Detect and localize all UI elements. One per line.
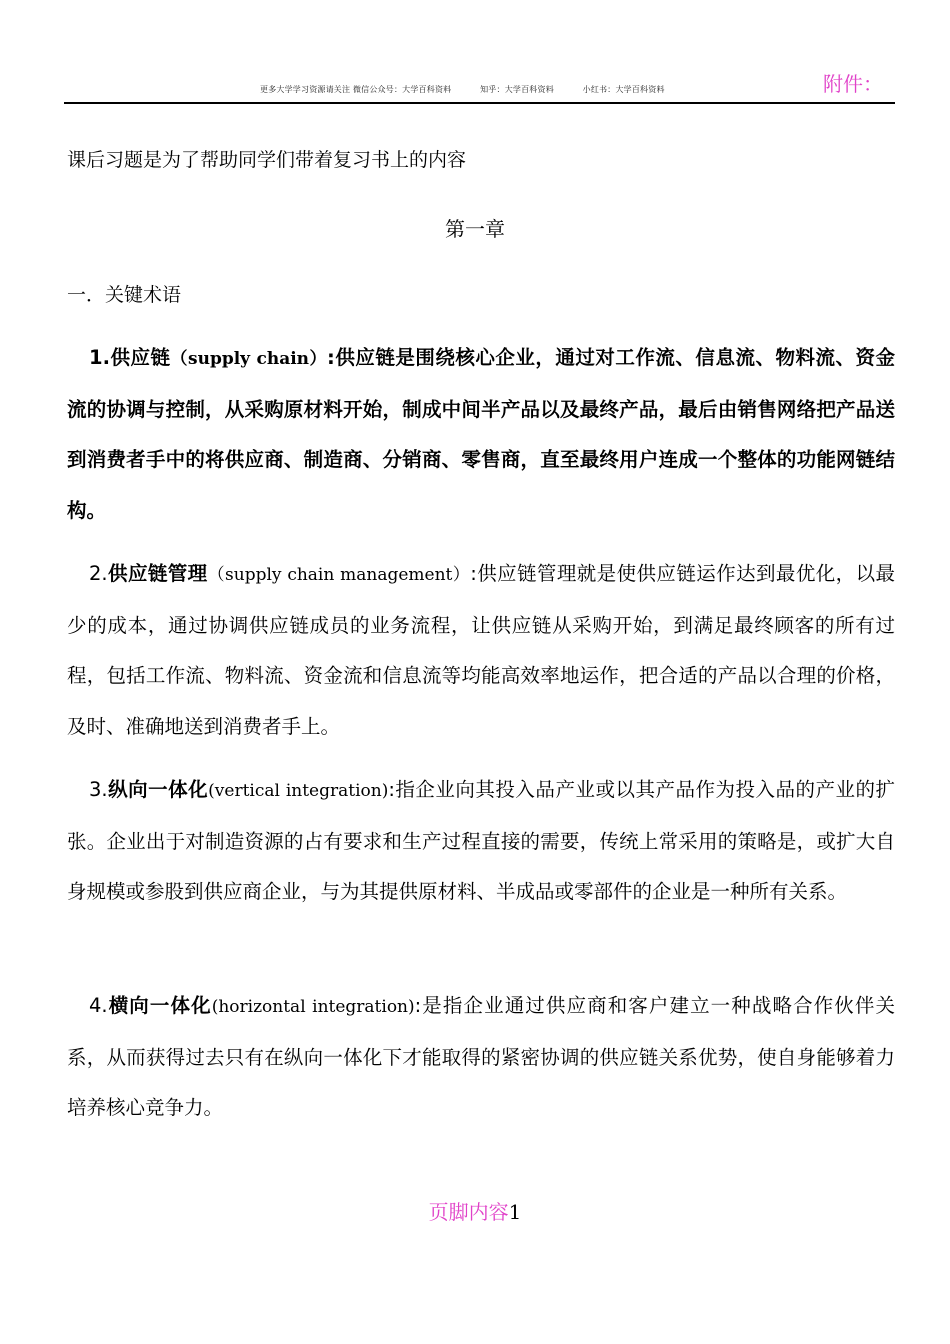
term-name: 纵向一体化: [107, 778, 209, 801]
page-header: [64, 64, 895, 104]
term-english: （supply chain）: [170, 349, 328, 369]
term-definition: :供应链是围绕核心企业，通过对工作流、信息流、物料流、资金流的协调与控制，从采购原材料开始，制成中间半产品以及最终产品，最后由销售网络把产品送到消费者手中的将供应商、制造商、分销商、零售商，直至最终用户连成一个整体的功能网链结构。: [67, 346, 895, 522]
term-paragraph: [67, 333, 895, 536]
page-footer: [0, 1196, 950, 1225]
term-paragraph: [67, 765, 895, 918]
term-english: （supply chain management）: [207, 565, 471, 585]
attachment-label: 附件：: [823, 72, 883, 96]
term-definition: :是指企业通过供应商和客户建立一种战略合作伙伴关系，从而获得过去只有在纵向一体化下才能取得的紧密协调的供应链关系优势，使自身能够着力培养核心竞争力。: [67, 994, 895, 1119]
intro-text: 课后习题是为了帮助同学们带着复习书上的内容: [67, 149, 467, 171]
header-info: [260, 84, 691, 95]
footer-label: 页脚内容: [428, 1200, 509, 1224]
term-number: 1.: [89, 346, 110, 369]
section-title: 一．关键术语: [67, 284, 182, 306]
term-definition: :供应链管理就是使供应链运作达到最优化，以最少的成本，通过协调供应链成员的业务流程，让供应链从采购开始，到满足最终顾客的所有过程，包括工作流、物料流、资金流和信息流等均能高效率地运作，把合适的产品以合理的价格，及时、准确地送到消费者手上。: [67, 562, 895, 738]
term-number: 2.: [89, 562, 108, 585]
chapter-title: 第一章: [445, 217, 505, 241]
term-number: 4.: [89, 994, 108, 1017]
header-zhihu-text: 知乎：大学百科资料: [480, 85, 554, 94]
term-english: (horizontal integration): [211, 997, 415, 1017]
term-english: (vertical integration): [208, 781, 389, 801]
term-number: 3.: [89, 778, 108, 801]
term-name: 供应链管理: [107, 562, 208, 585]
term-name: 供应链: [109, 346, 171, 369]
term-paragraph: [67, 981, 895, 1134]
term-name: 横向一体化: [107, 994, 212, 1017]
header-wechat-text: 更多大学学习资源请关注 微信公众号：大学百科资料: [260, 85, 452, 94]
header-xiaohongshu-text: 小红书：大学百科资料: [582, 85, 665, 94]
term-definition: :指企业向其投入品产业或以其产品作为投入品的产业的扩张。企业出于对制造资源的占有要求和生产过程直接的需要，传统上常采用的策略是，或扩大自身规模或参股到供应商企业，与为其提供原材料、半成品或零部件的企业是一种所有关系。: [67, 778, 895, 903]
page-number: 1: [508, 1200, 522, 1224]
term-paragraph: [67, 549, 895, 752]
